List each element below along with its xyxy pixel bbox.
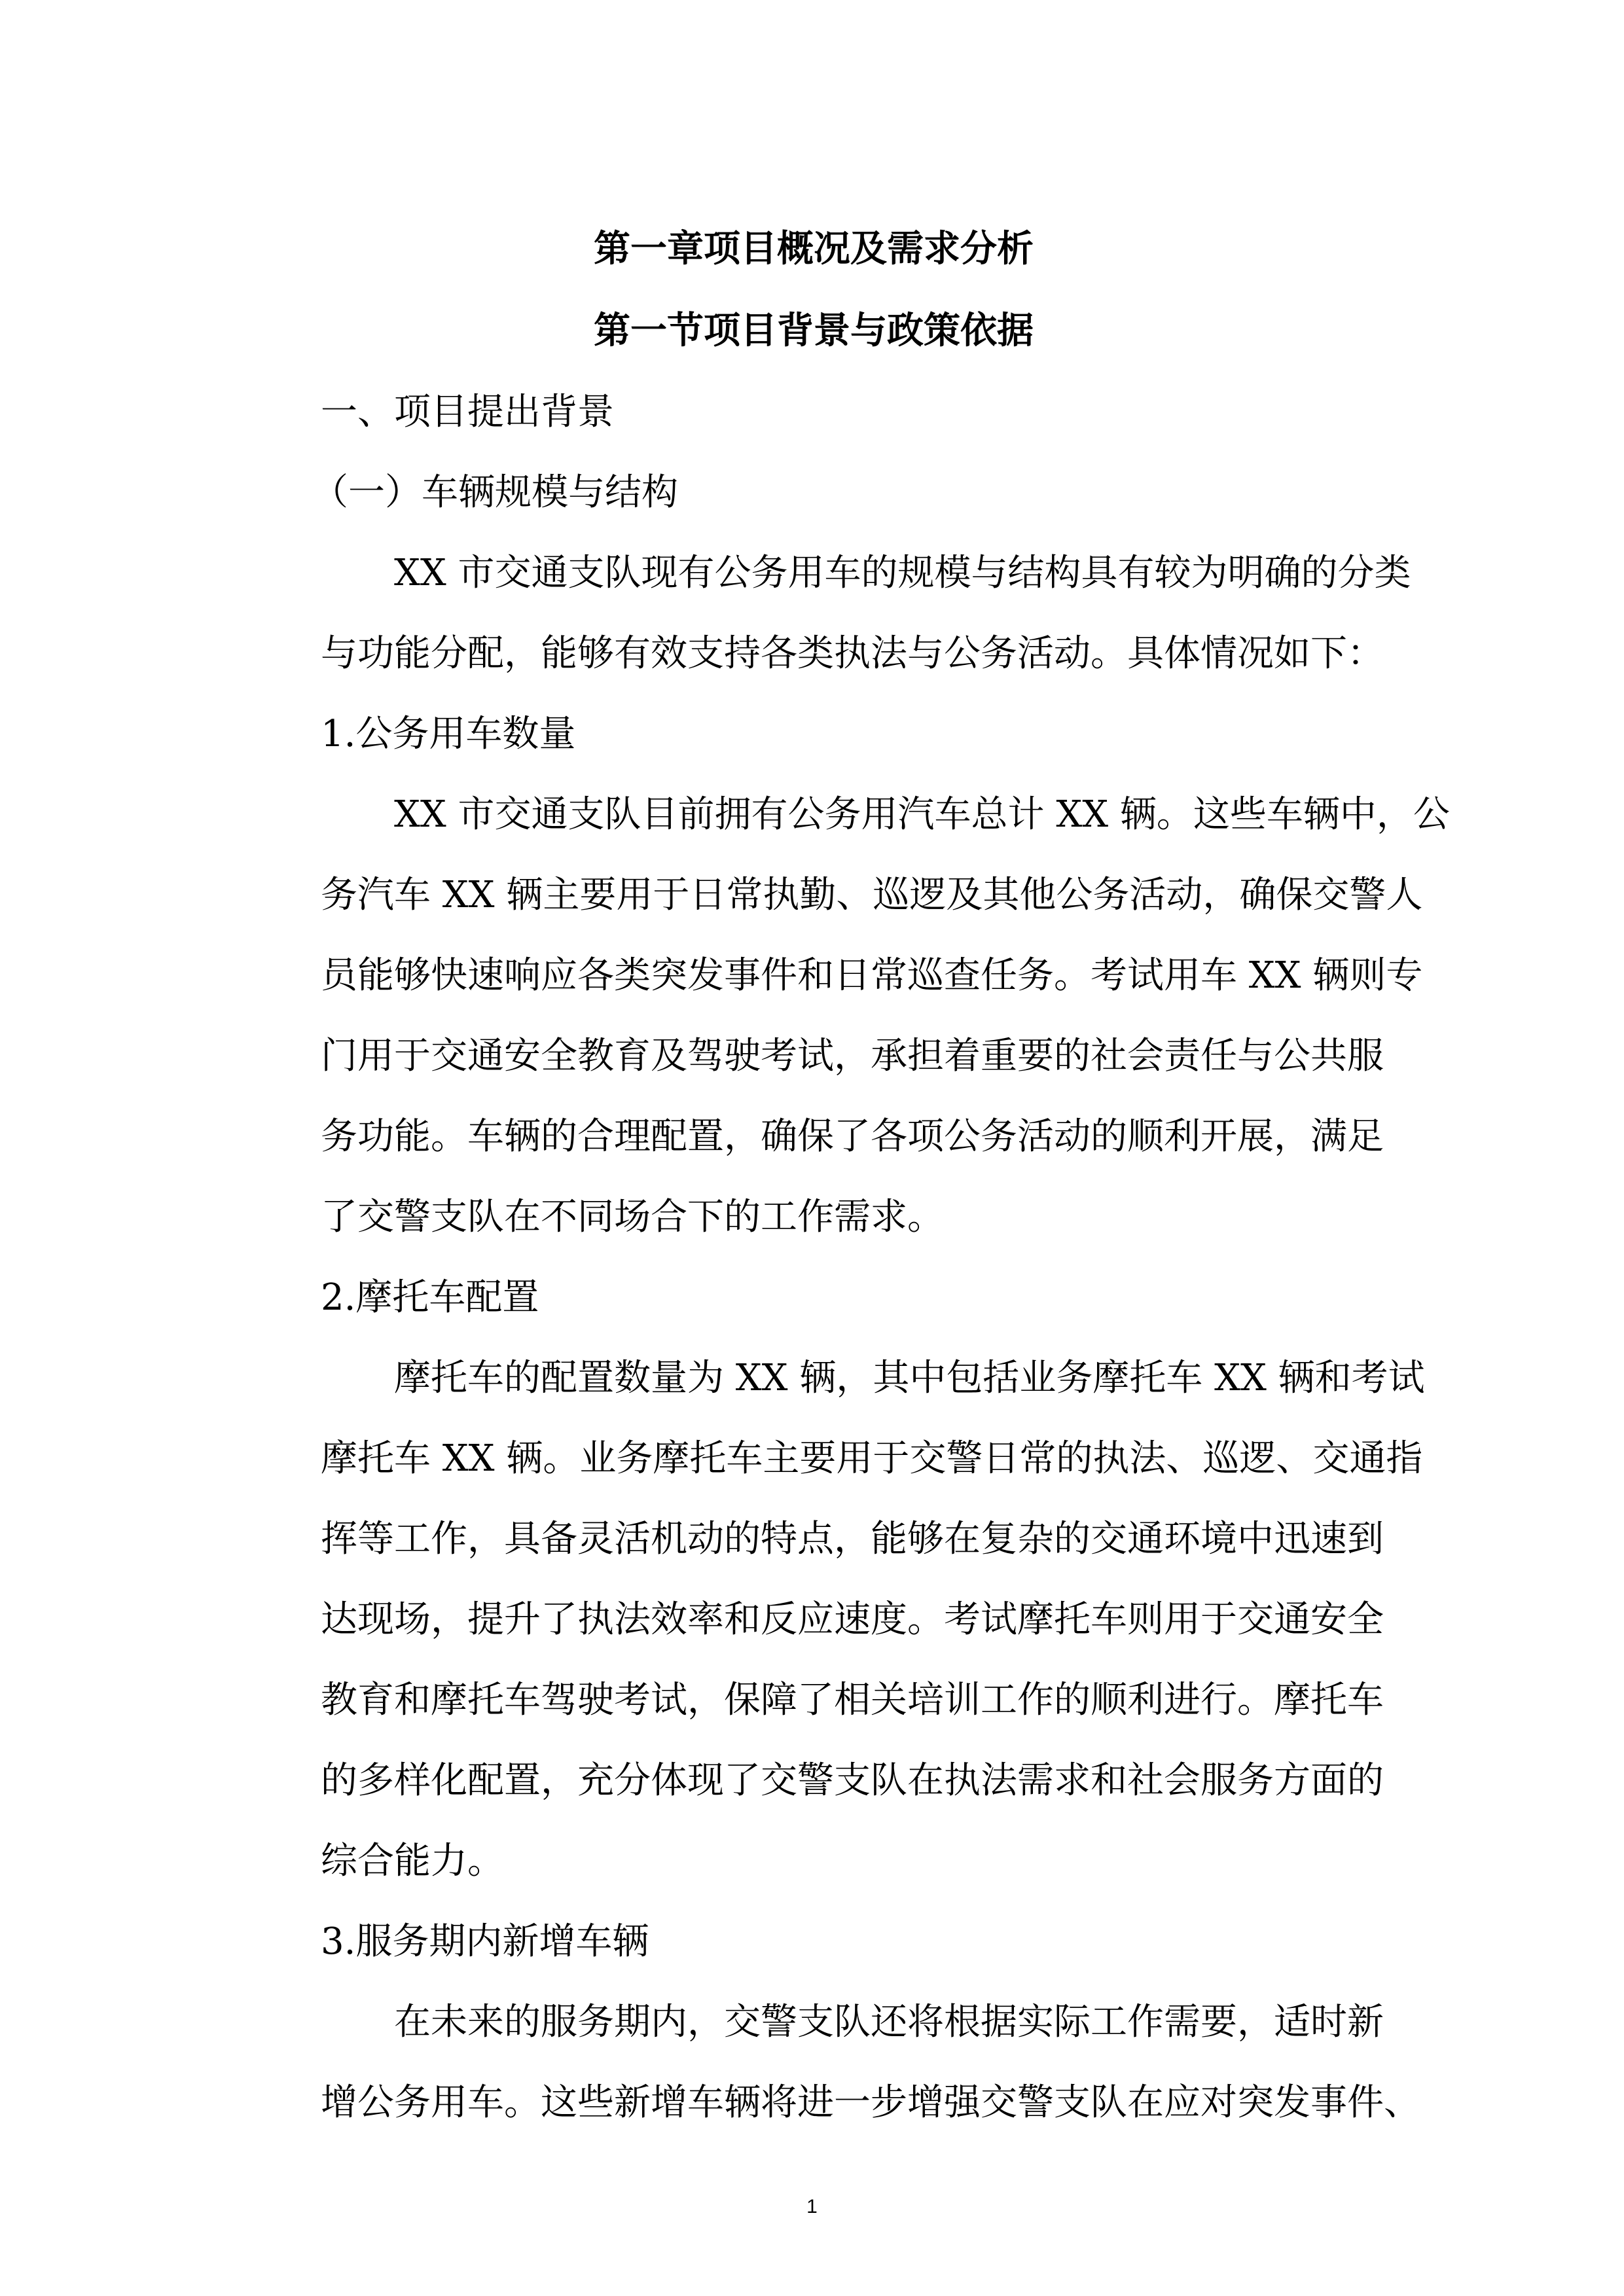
paragraph-line: 达现场，提升了执法效率和反应速度。考试摩托车则用于交通安全 (321, 1598, 1384, 1641)
paragraph-motorcycle-configuration (247, 1338, 1425, 1901)
section-title: 第一节项目背景与政策依据 (594, 309, 1034, 352)
heading-new-vehicles-service-period: 3.服务期内新增车辆 (321, 1920, 649, 1963)
document-body (247, 208, 1450, 2143)
page-number: 1 (806, 2196, 818, 2217)
heading-official-vehicle-count: 1.公务用车数量 (321, 713, 576, 755)
paragraph-line: 摩托车的配置数量为 XX 辆，其中包括业务摩托车 XX 辆和考试 (394, 1357, 1425, 1399)
heading-project-background: 一、项目提出背景 (321, 391, 614, 433)
paragraph-line: 务汽车 XX 辆主要用于日常执勤、巡逻及其他公务活动，确保交警人 (321, 874, 1423, 916)
paragraph-line: 增公务用车。这些新增车辆将进一步增强交警支队在应对突发事件、 (321, 2081, 1420, 2124)
paragraph-line: XX 市交通支队目前拥有公务用汽车总计 XX 辆。这些车辆中，公 (394, 793, 1450, 836)
paragraph-official-vehicle-count (247, 774, 1450, 1257)
paragraph-intro (247, 533, 1411, 694)
paragraph-line: 的多样化配置，充分体现了交警支队在执法需求和社会服务方面的 (321, 1759, 1384, 1802)
paragraph-line: XX 市交通支队现有公务用车的规模与结构具有较为明确的分类 (394, 552, 1411, 594)
chapter-title: 第一章项目概况及需求分析 (594, 227, 1034, 270)
paragraph-line: 在未来的服务期内，交警支队还将根据实际工作需要，适时新 (394, 2001, 1384, 2043)
paragraph-new-vehicles-service-period (247, 1982, 1420, 2143)
heading-vehicle-scale-structure: （一）车辆规模与结构 (312, 471, 678, 514)
paragraph-line: 了交警支队在不同场合下的工作需求。 (321, 1196, 944, 1238)
paragraph-line: 务功能。车辆的合理配置，确保了各项公务活动的顺利开展，满足 (321, 1115, 1384, 1158)
paragraph-line: 综合能力。 (321, 1840, 504, 1882)
paragraph-line: 教育和摩托车驾驶考试，保障了相关培训工作的顺利进行。摩托车 (321, 1679, 1384, 1721)
paragraph-line: 与功能分配，能够有效支持各类执法与公务活动。具体情况如下： (321, 632, 1384, 675)
paragraph-line: 门用于交通安全教育及驾驶考试，承担着重要的社会责任与公共服 (321, 1035, 1384, 1077)
paragraph-line: 摩托车 XX 辆。业务摩托车主要用于交警日常的执法、巡逻、交通指 (321, 1437, 1423, 1480)
paragraph-line: 员能够快速响应各类突发事件和日常巡查任务。考试用车 XX 辆则专 (321, 954, 1423, 997)
heading-motorcycle-configuration: 2.摩托车配置 (321, 1276, 539, 1319)
paragraph-line: 挥等工作，具备灵活机动的特点，能够在复杂的交通环境中迅速到 (321, 1518, 1384, 1560)
